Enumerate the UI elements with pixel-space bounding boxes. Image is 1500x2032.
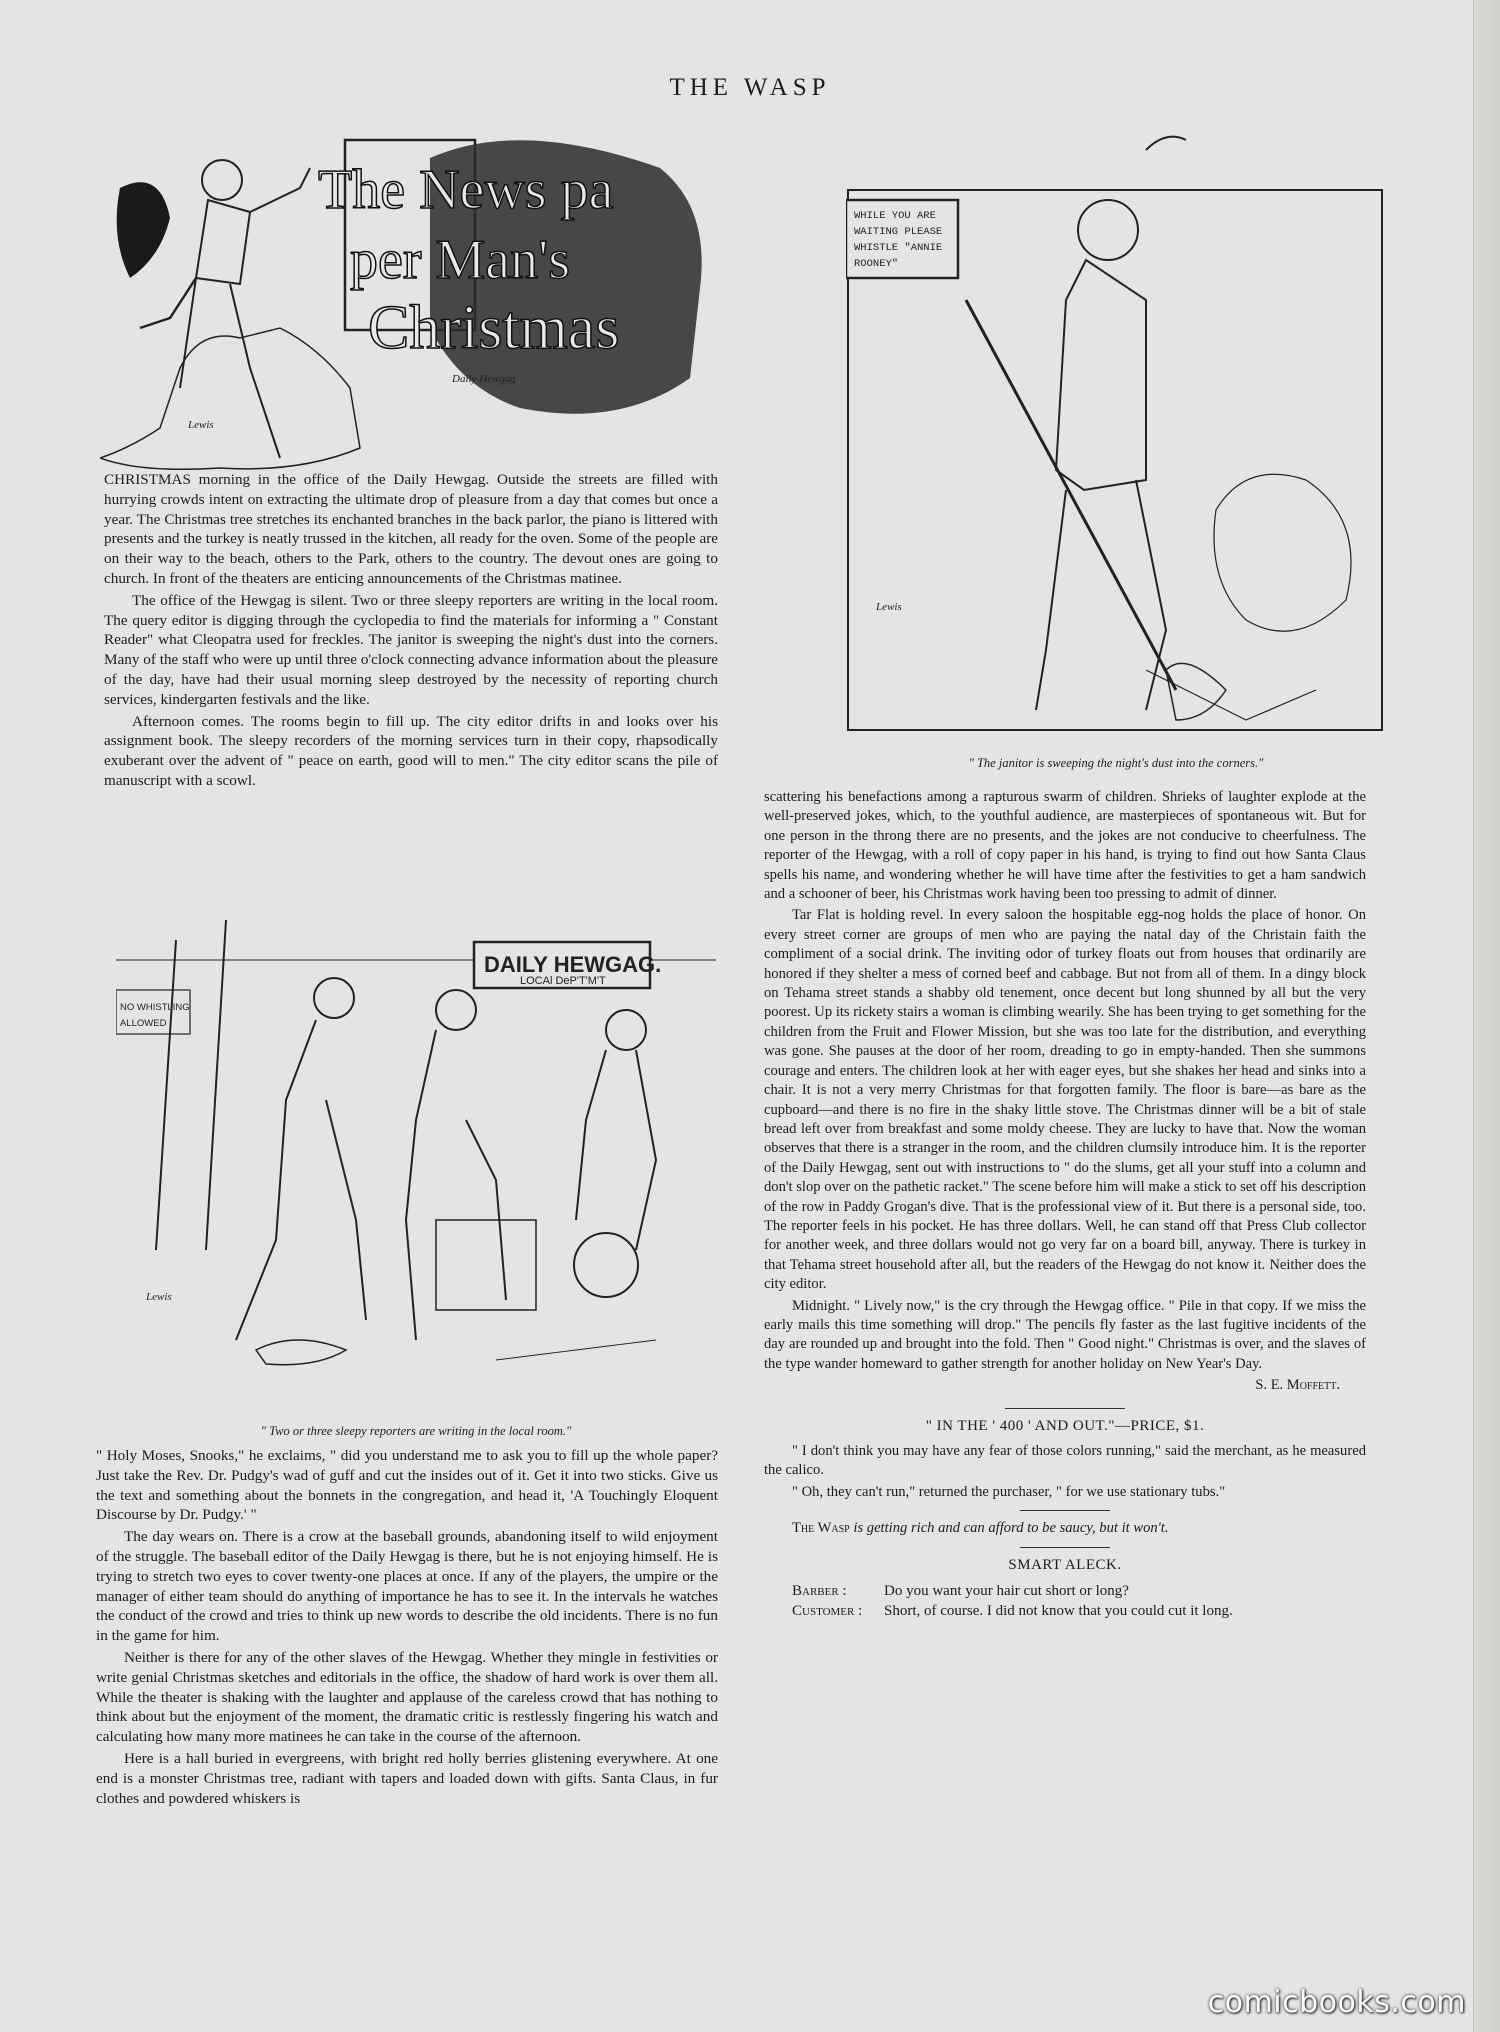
notice-line-1: NO WHISTLING [120, 1002, 190, 1013]
janitor-caption: " The janitor is sweeping the night's dust into the corners." [968, 756, 1264, 770]
joke-2 [764, 1519, 1366, 1538]
barber-label: Barber : [792, 1583, 847, 1600]
article-intro: CHRISTMAS morning in the office of the Daily Hewgag. Outside the streets are filled with hurrying crowds intent on extracting the ultimate drop of pleasure from a day that comes but once a year. The Christmas tree stretches its enchanted branches in the back parlor, the piano is littered with presents and the turkey is neatly trussed in the kitchen, all ready for the oven. Some of the people are on their way to the beach, others to the Park, others to the country. The devout ones are going to church. In front of the theaters are enticing announcements of the Christmas matinee. [104, 471, 718, 587]
title-cartoon-signature: Lewis [188, 419, 214, 431]
article-para-8: scattering his benefactions among a rapturous swarm of children. Shrieks of laughter explode at the well-preserved jokes, which, to the youthful audience, are masterpieces of spontaneous wit. But for one person in the throng there are no presents, and the jokes are not conducive to cheerfulness. The reporter of the Hewgag, with a roll of copy paper in his hand, is trying to find out how Santa Claus spells his name, and wondering whether he will have time after the festivities to get a ham sandwich and a schooner of beer, his Christmas work having been too pressing to admit of dinner. [764, 789, 1366, 903]
joke-2-text: is getting rich and can afford to be saucy, but it won't. [849, 1520, 1169, 1537]
title-line-3: Christmas [368, 294, 620, 362]
title-cartoon-paper-label: Daily Hewgag [452, 373, 516, 385]
newsroom-sign: DAILY HEWGAG. [484, 952, 662, 977]
janitor-cartoon-signature: Lewis [876, 601, 902, 613]
joke-3-heading: SMART ALECK. [1008, 1556, 1122, 1573]
article-para-3: Afternoon comes. The rooms begin to fill up. The city editor drifts in and looks over his assignment book. The sleepy recorders of the morning services turn in their copy, rhapsodically exuberant over the advent of " peace on earth, good will to men." The city editor scans the pile of manuscript with a scowl. [104, 712, 718, 789]
joke-3-customer [764, 1601, 1366, 1621]
newsroom-sign-sub: LOCAl DeP'T'M'T [520, 975, 606, 987]
article-para-9: Tar Flat is holding revel. In every saloon the hospitable egg-nog holds the place of honor. On every street corner are groups of men who are paying the natal day of the Christain faith the compliment of a social drink. The inviting odor of turkey floats out from houses that ordinarily are honored if they shelter a mess of corned beef and cabbage. But not from all of them. In a dingy block on Tehama street stands a shabby old tenement, once decent but long shunned by all but the very poorest. Up its rickety stairs a woman is climbing wearily. She has been trying to get something for the children from the Fruit and Flower Mission, but she was too late for the distribution, and everything was gone. She pauses at the door of her room, dreading to go in empty-handed. Then she summons courage and enters. The children look at her with eager eyes, but she shakes her head and sinks into a chair. It is not a very merry Christmas for that forgotten family. The floor is bare—as bare as the cupboard—and there is no fire in the shaky little stove. The Christmas dinner will be a bit of stale bread left over from breakfast and some moldy cheese. They are lucky to have that. Now the woman observes that there is a stranger in the room, and the children clumsily introduce him. It is the reporter of the Daily Hewgag, sent out with instructions to " do the slums, get all your stuff into a column and don't slop over on the pathetic racket." The scene before him will make a stick to set off his description of the row in Paddy Grogan's dive. That is the professional view of it. But there is a personal side, too. The reporter feels in his pocket. He has three dollars. Well, he can stand off that Press Club collector for another week, and three dollars would not go very far on a board bill, anyway. There is turkey in that Tehama street household after all, but the readers of the Hewgag do not know it. Neither does the city editor. [764, 907, 1366, 1293]
janitor-cartoon [846, 130, 1386, 750]
janitor-sign-line-2: WAITING PLEASE [854, 226, 943, 238]
joke-3-barber [764, 1581, 1366, 1601]
janitor-sign-line-4: ROONEY" [854, 258, 899, 270]
article-left-top [104, 470, 718, 793]
article-left-bottom [96, 1446, 718, 1810]
article-para-5: The day wears on. There is a crow at the baseball grounds, abandoning itself to wild enjoyment of the struggle. The baseball editor of the Daily Hewgag is there, but he is not enjoying himself. He is trying to stretch two eyes to cover twenty-one places at once. If any of the players, the umpire or the manager of either team should do anything of importance he has to see it. In the intervals he watches the conduct of the crowd and tries to think up new words to describe the old incidents. There is no fun in the game for him. [96, 1528, 718, 1645]
divider-1 [1005, 1408, 1125, 1409]
title-line-2: per Man's [350, 229, 571, 291]
joke-1-heading: " IN THE ' 400 ' AND OUT."—PRICE, $1. [925, 1417, 1205, 1434]
title-cartoon [100, 128, 718, 478]
article-para-2: The office of the Hewgag is silent. Two or three sleepy reporters are writing in the local room. The query editor is digging through the cyclopedia to find the materials for informing a " Constant Reader" what Cleopatra used for freckles. The janitor is sweeping the night's dust into the corners. Many of the staff who were up until three o'clock connecting advance information about the pleasure of the day, have had their usual morning sleep destroyed by the necessity of reporting church services, kindergarten festivals and the like. [104, 591, 718, 708]
newsroom-cartoon [116, 920, 716, 1380]
article-para-7: Here is a hall buried in evergreens, with bright red holly berries glistening everywhere. At one end is a monster Christmas tree, radiant with tapers and loaded down with gifts. Santa Claus, in fur clothes and powdered whiskers is [96, 1749, 718, 1807]
watermark: comicbooks.com [1207, 1985, 1466, 2020]
divider-2 [1020, 1510, 1110, 1511]
author-signature: S. E. Moffett. [1255, 1377, 1340, 1394]
joke-1-line-2: " Oh, they can't run," returned the purchaser, " for we use stationary tubs." [792, 1483, 1226, 1500]
customer-label: Customer : [792, 1603, 863, 1620]
page-edge [1473, 0, 1500, 2032]
joke-2-name: The Wasp [792, 1520, 850, 1537]
barber-line: Do you want your hair cut short or long? [884, 1583, 1129, 1600]
notice-line-2: ALLOWED [120, 1018, 167, 1029]
running-head: THE WASP [669, 74, 831, 101]
newsroom-caption: " Two or three sleepy reporters are writing in the local room." [260, 1424, 572, 1438]
janitor-sign-line-1: WHILE YOU ARE [854, 210, 936, 222]
newsroom-cartoon-signature: Lewis [146, 1291, 172, 1303]
divider-3 [1020, 1547, 1110, 1548]
article-para-6: Neither is there for any of the other slaves of the Hewgag. Whether they mingle in festivities or write genial Christmas sketches and editorials in the office, the shadow of hard work is over them all. While the theater is shaking with the laughter and applause of the careless crowd that has nothing to think about but the enjoyment of the moment, the dramatic critic is restlessly fingering his watch and calculating how many more matinees he can take in the course of the afternoon. [96, 1648, 718, 1746]
joke-1-line-1: " I don't think you may have any fear of those colors running," said the merchant, as he measured the calico. [764, 1443, 1366, 1479]
title-line-1: The News pa [318, 159, 614, 221]
article-para-4: " Holy Moses, Snooks," he exclaims, " did you understand me to ask you to fill up the whole paper? Just take the Rev. Dr. Pudgy's wad of guff and cut the insides out of it. Get it into two sticks. Give us the text and something about the bonnets in the congregation, and head it, 'A Touchingly Eloquent Discourse by Dr. Pudgy.' " [96, 1447, 718, 1524]
article-para-10: Midnight. " Lively now," is the cry through the Hewgag office. " Pile in that copy. If we miss the early mails this time something will drop." The pencils fly faster as the last fugitive incidents of the day are rounded up and brought into the fold. Then " Good night." Christmas is over, and the slaves of the type wander homeward to gather strength for another holiday on New Year's Day. [764, 1297, 1366, 1372]
janitor-sign-line-3: WHISTLE "ANNIE [854, 242, 943, 254]
article-right [764, 788, 1366, 1621]
customer-line: Short, of course. I did not know that you could cut it long. [884, 1603, 1233, 1620]
